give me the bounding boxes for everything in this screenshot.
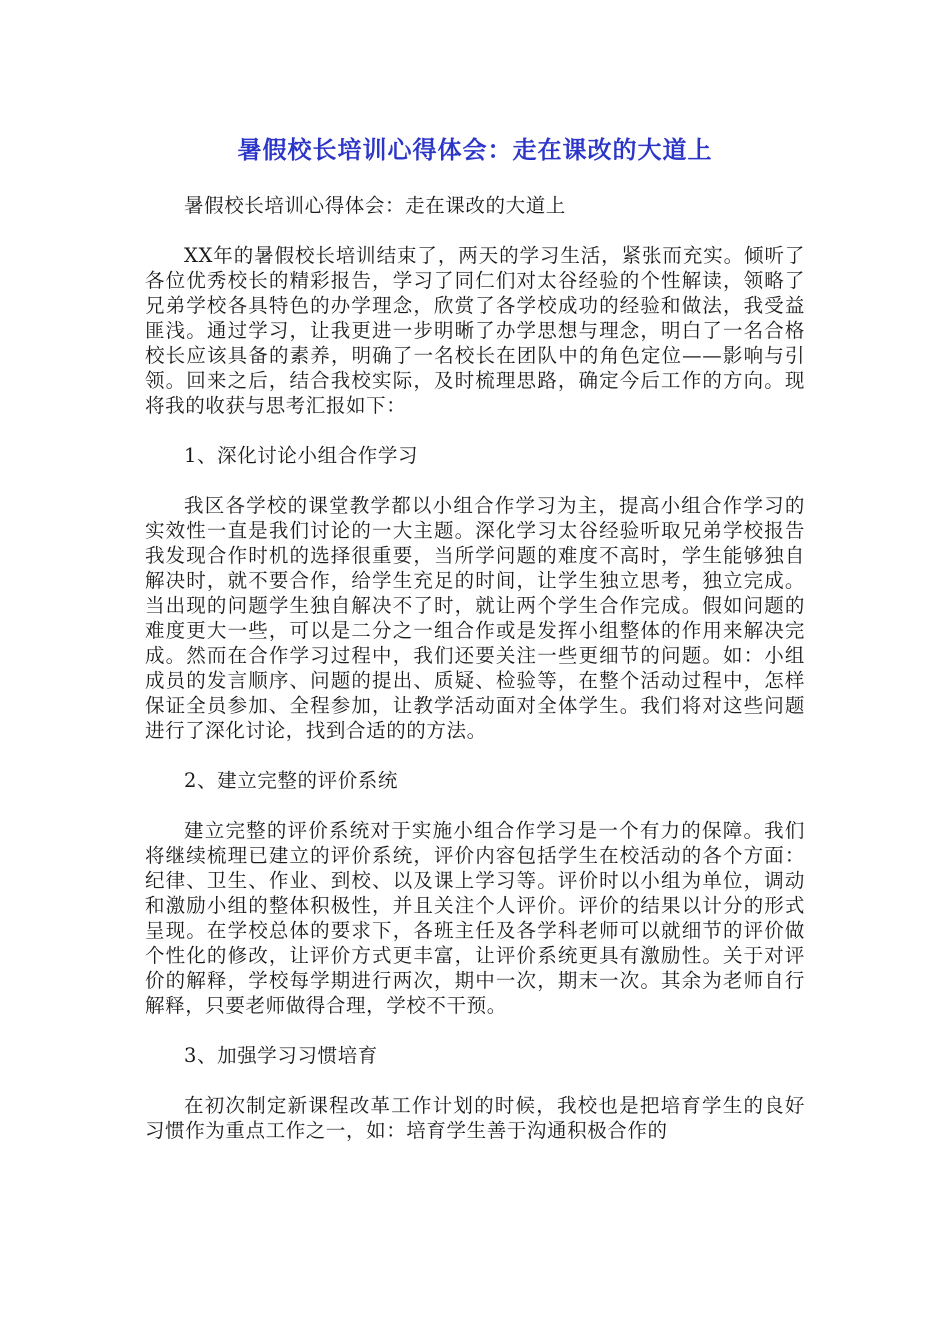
intro-paragraph: XX年的暑假校长培训结束了，两天的学习生活，紧张而充实。倾听了各位优秀校长的精彩报告，学习了同仁们对太谷经验的个性解读，领略了兄弟学校各具特色的办学理念，欣赏了各学校成功的经验和做法，我受益匪浅。通过学习，让我更进一步明晰了办学思想与理念，明白了一名合格校长应该具备的素养，明确了一名校长在团队中的角色定位——影响与引领。回来之后，结合我校实际，及时梳理思路，确定今后工作的方向。现将我的收获与思考汇报如下： <box>145 244 805 417</box>
section-heading-2: 2、建立完整的评价系统 <box>184 769 399 792</box>
document-title: 暑假校长培训心得体会：走在课改的大道上 <box>237 136 713 164</box>
section-1-paragraph: 我区各学校的课堂教学都以小组合作学习为主，提高小组合作学习的实效性一直是我们讨论的一大主题。深化学习太谷经验听取兄弟学校报告我发现合作时机的选择很重要，当所学问题的难度不高时，学生能够独自解决时，就不要合作，给学生充足的时间，让学生独立思考，独立完成。当出现的问题学生独自解决不了时，就让两个学生合作完成。假如问题的难度更大一些，可以是二分之一组合作或是发挥小组整体的作用来解决完成。然而在合作学习过程中，我们还要关注一些更细节的问题。如：小组成员的发言顺序、问题的提出、质疑、检验等，在整个活动过程中，怎样保证全员参加、全程参加，让教学活动面对全体学生。我们将对这些问题进行了深化讨论，找到合适的的方法。 <box>145 494 805 742</box>
subtitle-paragraph: 暑假校长培训心得体会：走在课改的大道上 <box>184 194 566 217</box>
section-3-paragraph: 在初次制定新课程改革工作计划的时候，我校也是把培育学生的良好习惯作为重点工作之一，如：培育学生善于沟通积极合作的 <box>145 1094 805 1142</box>
section-2-paragraph: 建立完整的评价系统对于实施小组合作学习是一个有力的保障。我们将继续梳理已建立的评价系统，评价内容包括学生在校活动的各个方面：纪律、卫生、作业、到校、以及课上学习等。评价时以小组为单位，调动和激励小组的整体积极性，并且关注个人评价。评价的结果以计分的形式呈现。在学校总体的要求下，各班主任及各学科老师可以就细节的评价做个性化的修改，让评价方式更丰富，让评价系统更具有激励性。关于对评价的解释，学校每学期进行两次，期中一次，期末一次。其余为老师自行解释，只要老师做得合理，学校不干预。 <box>145 819 805 1017</box>
section-heading-3: 3、加强学习习惯培育 <box>184 1044 378 1067</box>
document-page <box>145 133 805 1168</box>
section-heading-1: 1、深化讨论小组合作学习 <box>184 444 419 467</box>
